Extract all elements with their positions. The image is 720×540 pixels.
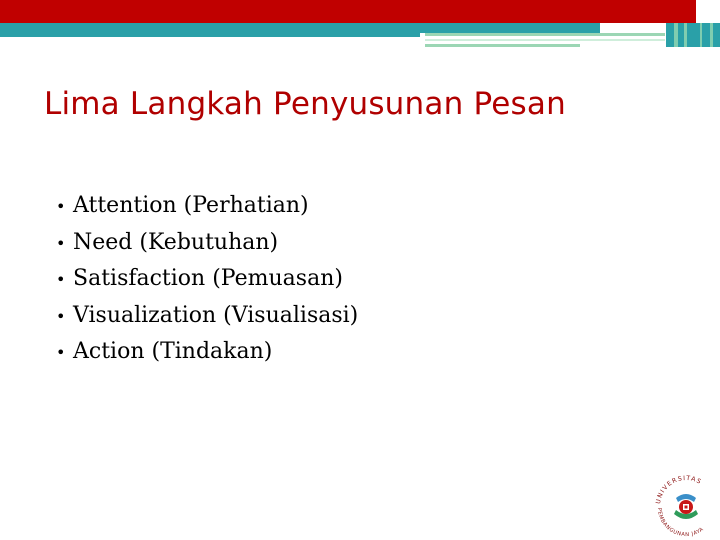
header-red-band: [0, 0, 696, 23]
header-right-stripe: [700, 23, 702, 47]
bullet-item: [56, 303, 358, 340]
svg-text:PEMBANGUNAN JAYA: [656, 508, 705, 538]
bullet-text: Action (Tindakan): [73, 339, 273, 364]
header-right-stripe: [674, 23, 678, 47]
header-accent-line: [425, 39, 665, 41]
bullet-item: [56, 230, 358, 267]
bullet-text: Visualization (Visualisasi): [73, 302, 359, 328]
header-red-stripe: [696, 0, 698, 23]
bullet-marker: •: [56, 306, 66, 326]
bullet-item: [56, 339, 358, 376]
header-accent-line: [425, 33, 665, 36]
bullet-item: [56, 193, 358, 230]
bullet-marker: •: [56, 233, 66, 253]
header-red-stripe: [701, 0, 702, 23]
header-teal-band: [0, 23, 600, 33]
bullet-list: [56, 193, 358, 376]
slide-title: Lima Langkah Penyusunan Pesan: [44, 86, 566, 122]
bullet-text: Satisfaction (Pemuasan): [73, 266, 343, 291]
university-seal-icon: [648, 462, 720, 540]
header-right-stripe: [710, 23, 713, 47]
bullet-marker: •: [56, 270, 66, 289]
header-teal-band-lower: [0, 33, 420, 37]
bullet-text: Need (Kebutuhan): [73, 229, 279, 255]
header-accent-line: [425, 44, 580, 47]
bullet-marker: •: [56, 197, 66, 216]
logo-text-top: UNIVERSITAS: [654, 474, 703, 505]
bullet-item: [56, 266, 358, 303]
header-right-stripe: [684, 23, 687, 47]
logo-text-bottom: PEMBANGUNAN JAYA: [655, 507, 706, 539]
header-red-stripe: [706, 0, 707, 23]
bullet-text: Attention (Perhatian): [73, 193, 309, 218]
bullet-marker: •: [56, 343, 66, 362]
